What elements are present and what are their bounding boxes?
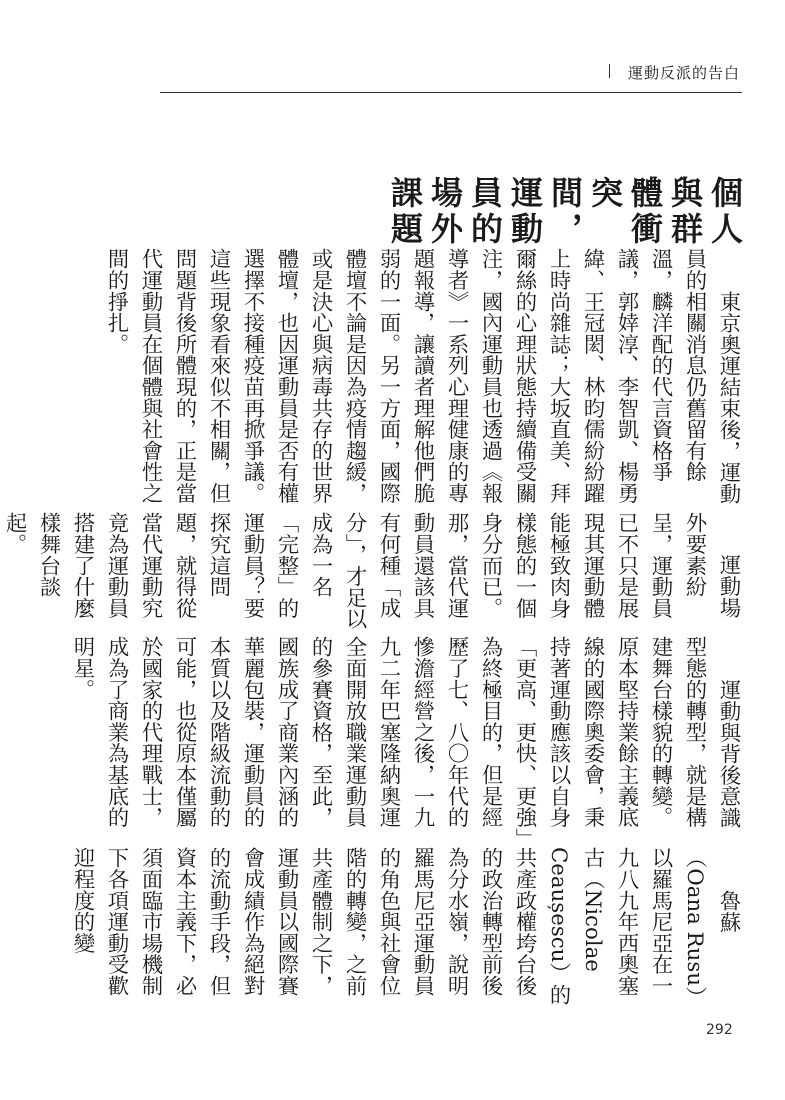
paragraph-4: 魯蘇（Oana Rusu）以羅馬尼亞在一九八九年西奧塞古（Nicolae Ceaușescu）的共產政權垮台後的政治轉型前後為分水嶺，說明羅馬尼亞運動員的角色與社會位階的轉變，之前共產體制之下，運動員以國際賽會成績作為絕對的流動手段，但資本主義下，必須面臨市場機制下各項運動受歡迎程度的變 (70, 847, 741, 1008)
text-block (2, 170, 745, 1010)
paragraph-3: 運動與背後意識型態的轉型，就是構建舞台樣貌的轉變。原本堅持業餘主義底線的國際奧委會，秉持著運動應該以自身「更高、更快、更強」為終極目的，但是經歷了七、八〇年代的慘澹經營之後，一九九二年巴塞隆納奧運全面開放職業運動員的參賽資格，至此，國族成了商業內涵的華麗包裝，運動員的本質以及階級流動的可能，也從原本僅屬於國家的代理戰士，成為了商業為基底的明星。 (70, 636, 741, 839)
header-rule (160, 92, 742, 93)
running-title: 運動反派的告白 (628, 64, 741, 82)
paragraph-2: 運動場外要素紛呈，運動員已不只是展現其運動體能極致肉身樣態的一個身分而已。那，當代運動員還該具有何種「成分」，才足以成為一名「完整」的運動員？要探究這問題，就得從當代運動究竟為運動員搭建了什麼樣舞台談起。 (2, 511, 741, 629)
page-number: 292 (706, 1022, 733, 1038)
vertical-text-body (2, 170, 745, 1010)
paragraph-1: 東京奧運結束後，運動員的相關消息仍舊留有餘溫，麟洋配的代言資格爭議，郭婞淳、李智凱、楊勇緯、王冠閎、林昀儒紛紛躍上時尚雜誌；大坂直美、拜爾絲的心理狀態持續備受關注，國內運動員也透過《報導者》一系列心理健康的專題報導，讓讀者理解他們脆弱的一面。另一方面，國際體壇不論是因為疫情趨緩，或是決心與病毒共存的世界體壇，也因運動員是否有權選擇不接種疫苗再掀爭議。這些現象看來似不相關，但問題背後所體現的，正是當代運動員在個體與社會性之間的掙扎。 (104, 248, 741, 504)
header-divider (609, 64, 610, 78)
section-heading: 個人與群體衝突間，運動員的場外課題 (386, 176, 744, 248)
